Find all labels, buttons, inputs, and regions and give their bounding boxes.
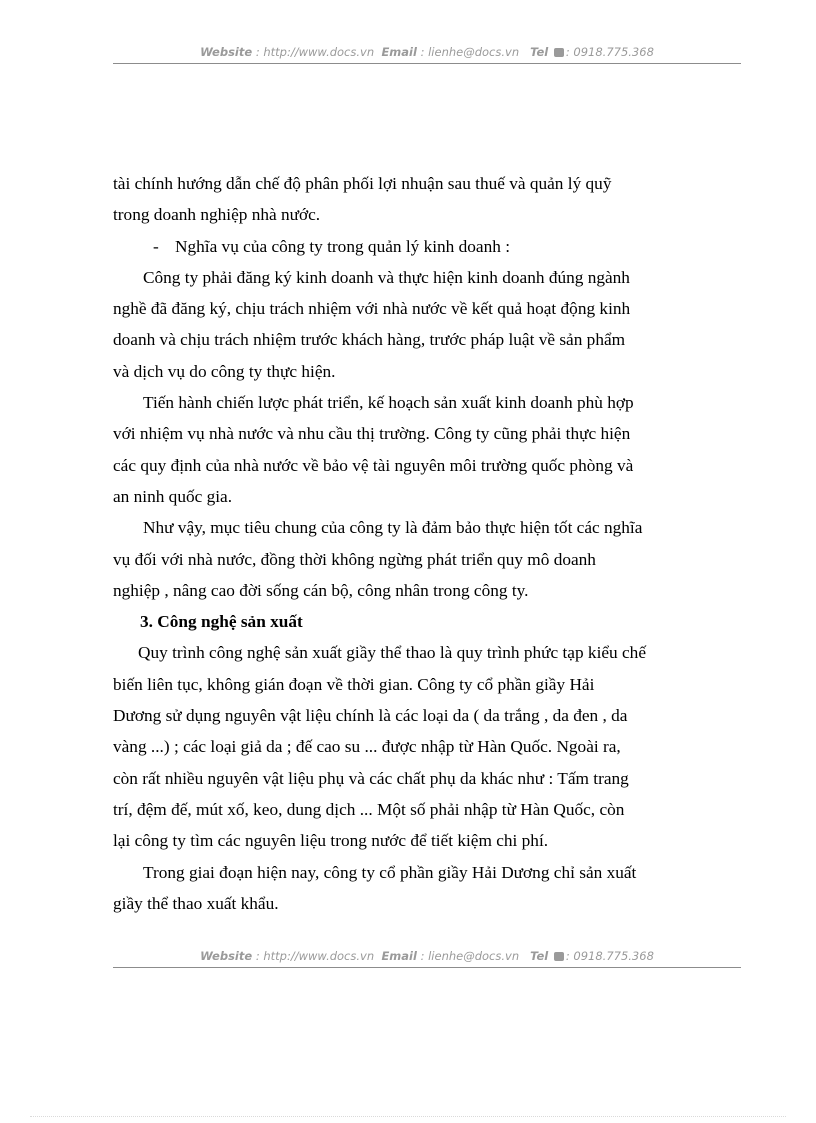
header-email-label: Email	[381, 45, 417, 59]
text-line: tài chính hướng dẫn chế độ phân phối lợi nhuận sau thuế và quản lý quỹ	[113, 174, 612, 193]
page-footer	[113, 949, 741, 968]
text-line: các quy định của nhà nước về bảo vệ tài nguyên môi trường quốc phòng và	[113, 455, 634, 475]
text-line: Công ty phải đăng ký kinh doanh và thực hiện kinh doanh đúng ngành	[143, 267, 630, 287]
text-line: an ninh quốc gia.	[113, 486, 233, 506]
text-line: nghiệp , nâng cao đời sống cán bộ, công nhân trong công ty.	[113, 580, 529, 600]
phone-icon	[554, 48, 564, 57]
text-line: và dịch vụ do công ty thực hiện.	[113, 361, 336, 381]
footer-website-label: Website	[200, 949, 253, 963]
text-line: Như vậy, mục tiêu chung của công ty là đảm bảo thực hiện tốt các nghĩa	[143, 518, 643, 538]
page-header	[113, 45, 741, 64]
text-line: vàng ...) ; các loại giả da ; đế cao su ... được nhập từ Hàn Quốc. Ngoài ra,	[113, 737, 621, 757]
header-email-value: : lienhe@docs.vn	[420, 45, 520, 59]
section-heading: 3. Công nghệ sản xuất	[140, 612, 303, 632]
text-line: còn rất nhiều nguyên vật liệu phụ và các chất phụ da khác như : Tấm trang	[113, 768, 629, 788]
document-body	[113, 168, 733, 919]
header-tel-value: : 0918.775.368	[565, 45, 654, 59]
footer-tel-value: : 0918.775.368	[565, 949, 654, 963]
text-line: Dương sử dụng nguyên vật liệu chính là các loại da ( da trắng , da đen , da	[113, 706, 628, 726]
text-line: trong doanh nghiệp nhà nước.	[113, 205, 321, 225]
text-line: vụ đối với nhà nước, đồng thời không ngừng phát triển quy mô doanh	[113, 549, 596, 569]
footer-tel-label: Tel	[530, 949, 549, 963]
header-website-label: Website	[200, 45, 253, 59]
text-line: Tiến hành chiến lược phát triển, kế hoạch sản xuất kinh doanh phù hợp	[143, 393, 634, 413]
footer-email-label: Email	[381, 949, 417, 963]
header-website-value: : http://www.docs.vn	[255, 45, 375, 59]
footer-website-value: : http://www.docs.vn	[255, 949, 375, 963]
bullet-text: Nghĩa vụ của công ty trong quản lý kinh doanh :	[175, 236, 511, 256]
dash-bullet: -	[153, 236, 159, 256]
text-line: trí, đệm đế, mút xố, keo, dung dịch ... Một số phải nhập từ Hàn Quốc, còn	[113, 799, 625, 819]
text-line: với nhiệm vụ nhà nước và nhu cầu thị trường. Công ty cũng phải thực hiện	[113, 424, 631, 444]
bullet-item	[113, 231, 733, 262]
header-tel-label: Tel	[530, 45, 549, 59]
page-bottom-border	[30, 1116, 786, 1117]
text-line: biến liên tục, không gián đoạn về thời gian. Công ty cổ phần giầy Hải	[113, 674, 595, 694]
phone-icon	[554, 952, 564, 961]
text-line: nghề đã đăng ký, chịu trách nhiệm với nhà nước về kết quả hoạt động kinh	[113, 299, 631, 319]
footer-email-value: : lienhe@docs.vn	[420, 949, 520, 963]
text-line: doanh và chịu trách nhiệm trước khách hàng, trước pháp luật về sản phẩm	[113, 330, 626, 350]
text-line: lại công ty tìm các nguyên liệu trong nước để tiết kiệm chi phí.	[113, 831, 549, 851]
text-line: Quy trình công nghệ sản xuất giầy thể thao là quy trình phức tạp kiểu chế	[138, 643, 646, 663]
text-line: giầy thể thao xuất khẩu.	[113, 893, 279, 913]
text-line: Trong giai đoạn hiện nay, công ty cổ phần giầy Hải Dương chỉ sản xuất	[143, 862, 637, 882]
